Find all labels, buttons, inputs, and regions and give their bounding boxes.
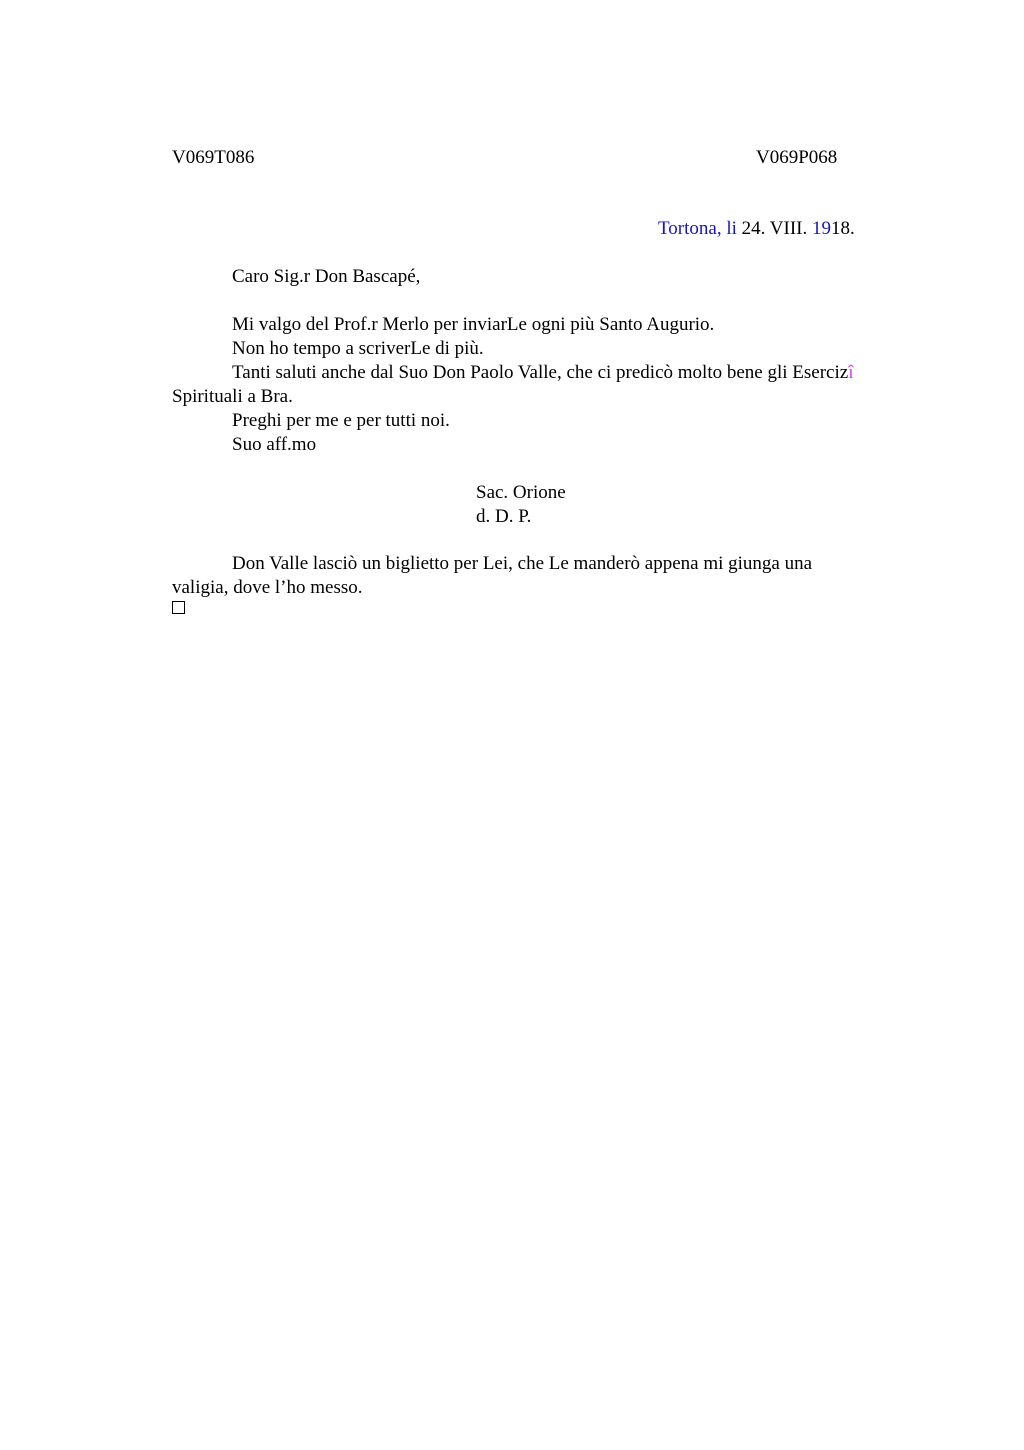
letter-line-4: Preghi per me e per tutti noi. <box>232 410 450 431</box>
dateline-place: Tortona, <box>658 218 722 239</box>
document-code-left: V069T086 <box>172 147 255 168</box>
signature-name: Sac. Orione <box>476 482 566 503</box>
closing: Suo aff.mo <box>232 434 317 455</box>
dateline <box>658 217 855 241</box>
dateline-li: li <box>726 218 737 239</box>
letter-line-1: Mi valgo del Prof.r Merlo per inviarLe ogni più Santo Augurio. <box>232 314 715 335</box>
letter-line-3-continuation: Spirituali a Bra. <box>172 386 293 407</box>
letter-line-3 <box>232 361 853 385</box>
letter-line-2: Non ho tempo a scriverLe di più. <box>232 338 484 359</box>
document-code-right: V069P068 <box>756 147 838 168</box>
letter-line-3-accent: î <box>848 362 854 383</box>
postscript-line-1: Don Valle lasciò un biglietto per Lei, che Le manderò appena mi giunga una <box>232 553 813 574</box>
dateline-year-suffix: 18. <box>831 218 855 239</box>
dateline-day-month: 24. VIII. <box>741 218 808 239</box>
end-marker-checkbox-icon <box>172 601 185 614</box>
letter-line-3-text: Tanti saluti anche dal Suo Don Paolo Valle, che ci predicò molto bene gli Esercizî <box>232 362 854 383</box>
signature-initials: d. D. P. <box>476 506 532 527</box>
salutation: Caro Sig.r Don Bascapé, <box>232 266 421 287</box>
dateline-year-prefix: 19 <box>812 218 831 239</box>
postscript-line-2: valigia, dove l’ho messo. <box>172 577 363 598</box>
